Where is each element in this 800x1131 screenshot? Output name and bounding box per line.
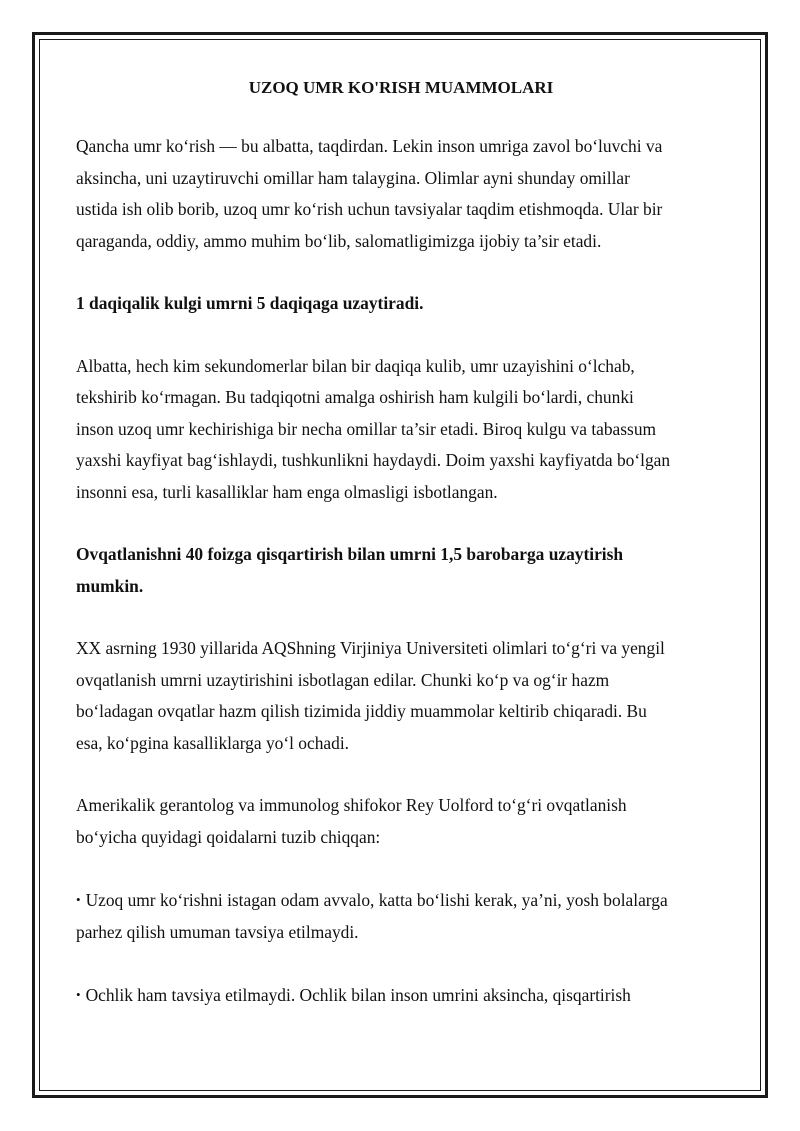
heading-line: mumkin. [76,575,144,596]
text-line: XX asrning 1930 yillarida AQShning Virjiniya Universiteti olimlari to‘g‘ri va yengil [76,638,665,658]
text-line: esa, ko‘pgina kasalliklarga yo‘l ochadi. [76,732,350,753]
bullet-icon: • [76,892,81,907]
bullet-item-adulthood [76,884,726,948]
section-heading-nutrition [76,539,726,602]
bullet-text: Uzoq umr ko‘rishni istagan odam avvalo, katta bo‘lishi kerak, ya’ni, yosh bolalarga [85,890,668,910]
text-line: yaxshi kayfiyat bag‘ishlaydi, tushkunlikni haydaydi. Doim yaxshi kayfiyatda bo‘lgan [76,450,671,470]
heading-line: 1 daqiqalik kulgi umrni 5 daqiqaga uzaytiradi. [76,293,424,313]
text-line: insonni esa, turli kasalliklar ham enga olmasligi isbotlangan. [76,481,498,502]
bullet-text: Ochlik ham tavsiya etilmaydi. Ochlik bilan inson umrini aksincha, qisqartirish [85,985,631,1005]
walford-paragraph [76,790,726,853]
text-line: bo‘ladagan ovqatlar hazm qilish tizimida jiddiy muammolar keltirib chiqaradi. Bu [76,701,647,721]
text-line: bo‘yicha quyidagi qoidalarni tuzib chiqqan: [76,826,381,847]
nutrition-paragraph [76,633,726,759]
text-line: Qancha umr ko‘rish — bu albatta, taqdirdan. Lekin inson umriga zavol bo‘luvchi va [76,136,663,156]
laughter-paragraph [76,351,726,509]
heading-line: Ovqatlanishni 40 foizga qisqartirish bilan umrni 1,5 barobarga uzaytirish [76,544,624,564]
text-line: inson uzoq umr kechirishiga bir necha omillar ta’sir etadi. Biroq kulgu va tabassum [76,418,657,439]
text-line [76,979,726,1012]
text-line: ustida ish olib borib, uzoq umr ko‘rish uchun tavsiyalar taqdim etishmoqda. Ular bir [76,199,663,219]
section-heading-laughter [76,288,726,320]
text-line: aksincha, uni uzaytiruvchi omillar ham talaygina. Olimlar ayni shunday omillar [76,167,630,188]
bullet-item-hunger [76,979,726,1012]
intro-paragraph [76,131,726,257]
text-line: ovqatlanish umrni uzaytirishini isbotlagan edilar. Chunki ko‘p va og‘ir hazm [76,669,610,690]
document-body [76,76,726,1043]
text-line [76,884,726,917]
text-line: qaraganda, oddiy, ammo muhim bo‘lib, salomatligimizga ijobiy ta’sir etadi. [76,230,602,251]
text-line: tekshirib ko‘rmagan. Bu tadqiqotni amalga oshirish ham kulgili bo‘lardi, chunki [76,387,634,407]
document-title: UZOQ UMR KO'RISH MUAMMOLARI [248,78,554,97]
text-line: parhez qilish umuman tavsiya etilmaydi. [76,921,359,942]
text-line: Amerikalik gerantolog va immunolog shifokor Rey Uolford to‘g‘ri ovqatlanish [76,795,627,815]
bullet-icon: • [76,987,81,1002]
text-line: Albatta, hech kim sekundomerlar bilan bir daqiqa kulib, umr uzayishini o‘lchab, [76,355,635,376]
